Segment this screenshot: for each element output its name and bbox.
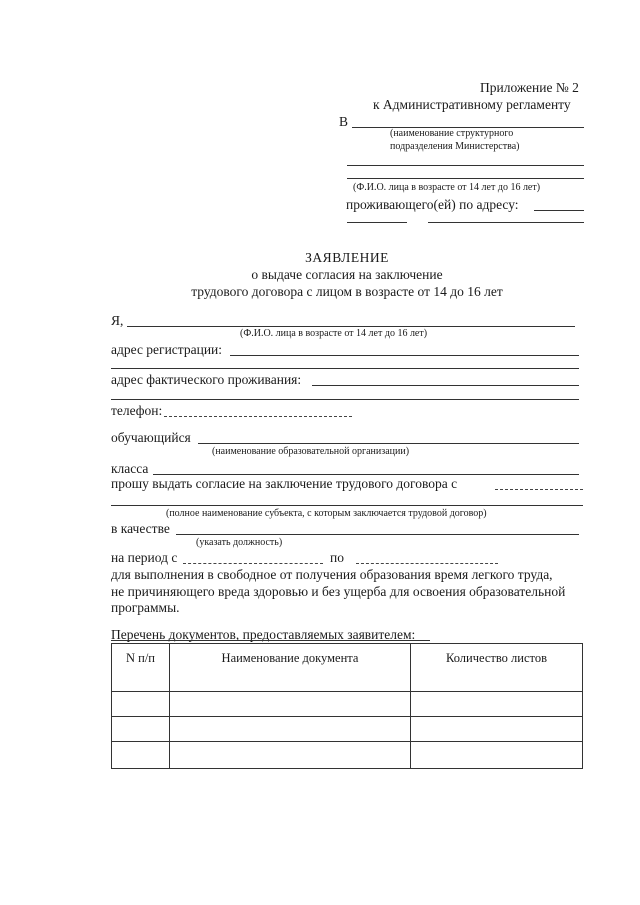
phone-label: телефон: [111, 403, 163, 418]
form-title: ЗАЯВЛЕНИЕ [305, 250, 389, 265]
period-from-label: на период с [111, 550, 178, 565]
table-cell[interactable] [112, 717, 170, 742]
col-sheet-count: Количество листов [411, 644, 583, 692]
actual-address-field[interactable] [312, 385, 579, 386]
documents-table-header [112, 644, 583, 692]
table-cell[interactable] [170, 692, 411, 717]
employer-field-2[interactable] [111, 505, 583, 506]
table-cell[interactable] [112, 742, 170, 769]
table-cell[interactable] [411, 717, 583, 742]
purpose-line1: для выполнения в свободное от получения образования время легкого труда, [111, 567, 553, 582]
table-row [112, 742, 583, 769]
table-cell[interactable] [170, 742, 411, 769]
period-to-field[interactable] [356, 563, 498, 564]
residing-label: проживающего(ей) по адресу: [346, 197, 519, 212]
address-field-line-2a[interactable] [347, 222, 407, 223]
class-field[interactable] [153, 474, 579, 475]
form-subtitle-line3: трудового договора с лицом в возрасте от 14 до 16 лет [191, 284, 503, 299]
applicant-name-line-2[interactable] [347, 178, 584, 179]
actual-address-field-2[interactable] [111, 399, 579, 400]
period-from-field[interactable] [183, 563, 323, 564]
address-field-line-2b[interactable] [428, 222, 584, 223]
applicant-name-line-1[interactable] [347, 165, 584, 166]
fio-caption-body: (Ф.И.О. лица в возрасте от 14 лет до 16 лет) [240, 328, 428, 339]
table-cell[interactable] [112, 692, 170, 717]
subdivision-caption-line2: подразделения Министерства) [390, 141, 520, 152]
appendix-label: Приложение № 2 [480, 80, 579, 95]
edu-org-field[interactable] [198, 443, 579, 444]
col-document-name: Наименование документа [170, 644, 411, 692]
to-prefix: В [339, 114, 349, 129]
phone-field[interactable] [164, 416, 352, 417]
reg-address-field[interactable] [230, 355, 579, 356]
i-prefix: Я, [111, 313, 124, 328]
actual-address-label: адрес фактического проживания: [111, 372, 302, 387]
col-number: N п/п [112, 644, 170, 692]
as-label: в качестве [111, 521, 170, 536]
edu-org-caption: (наименование образовательной организации) [212, 446, 410, 457]
table-row [112, 692, 583, 717]
class-label: класса [111, 461, 149, 476]
request-text: прошу выдать согласие на заключение трудового договора с [111, 476, 458, 491]
fio-caption-header: (Ф.И.О. лица в возрасте от 14 лет до 16 лет) [353, 182, 541, 193]
reg-address-field-2[interactable] [111, 368, 579, 369]
documents-table [111, 643, 583, 769]
form-subtitle-line2: о выдаче согласия на заключение [251, 267, 443, 282]
regulation-label: к Административному регламенту [373, 97, 571, 112]
reg-address-label: адрес регистрации: [111, 342, 223, 357]
purpose-line3: программы. [111, 600, 180, 615]
documents-caption: Перечень документов, предоставляемых заявителем: [111, 627, 416, 642]
table-cell[interactable] [411, 692, 583, 717]
table-cell[interactable] [411, 742, 583, 769]
purpose-line2: не причиняющего вреда здоровью и без ущерба для освоения образовательной [111, 584, 566, 599]
subdivision-caption-line1: (наименование структурного [390, 128, 514, 139]
table-cell[interactable] [170, 717, 411, 742]
position-field[interactable] [176, 534, 579, 535]
period-to-label: по [330, 550, 344, 565]
documents-caption-underline [111, 640, 430, 641]
table-row [112, 717, 583, 742]
studying-label: обучающийся [111, 430, 191, 445]
position-caption: (указать должность) [196, 537, 283, 548]
employer-caption: (полное наименование субъекта, с которым заключается трудовой договор) [166, 508, 487, 519]
applicant-fio-field[interactable] [127, 326, 575, 327]
employer-field[interactable] [495, 489, 583, 490]
address-field-line-1[interactable] [534, 210, 584, 211]
